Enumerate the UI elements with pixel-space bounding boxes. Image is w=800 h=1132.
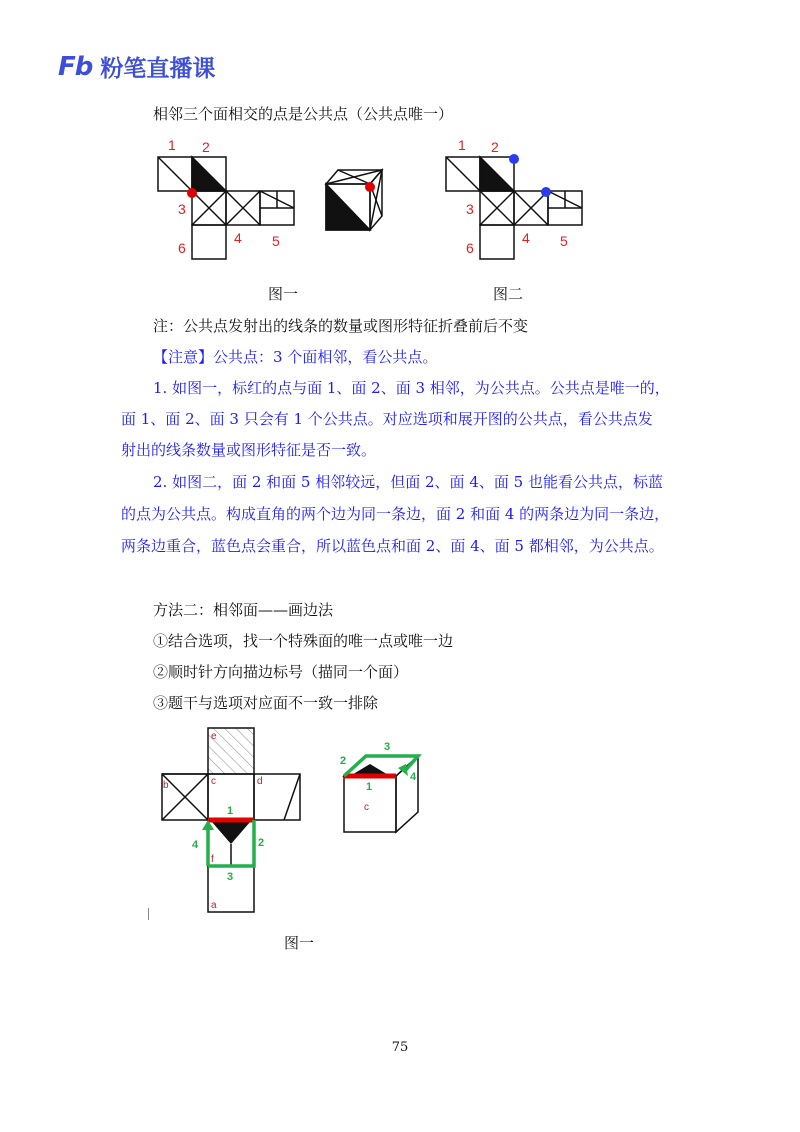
cube-common-point <box>365 182 375 192</box>
net-figure-1 <box>150 135 310 265</box>
step-2: ②顺时针方向描边标号（描同一个面） <box>153 663 409 681</box>
paragraph-1-line-2: 面 1、面 2、面 3 只会有 1 个公共点。对应选项和展开图的公共点，看公共点发 <box>121 410 653 428</box>
paragraph-2-line-1: 2. 如图二，面 2 和面 5 相邻较远，但面 2、面 4、面 5 也能看公共点，标蓝 <box>153 473 663 491</box>
net-figure-2 <box>438 135 598 265</box>
cube-face-label-c: c <box>364 802 369 813</box>
label-4: 4 <box>234 230 242 246</box>
cube-edge-3: 3 <box>384 741 391 753</box>
paragraph-2-line-3: 两条边重合，蓝色点会重合，所以蓝色点和面 2、面 4、面 5 都相邻，为公共点。 <box>121 537 664 555</box>
cube-figure-1 <box>320 160 390 240</box>
step-1: ①结合选项，找一个特殊面的唯一点或唯一边 <box>153 632 454 650</box>
cube-edge-1: 1 <box>366 781 373 793</box>
caption-figure-2: 图二 <box>493 285 524 303</box>
paragraph-2-line-2: 的点为公共点。构成直角的两个边为同一条边，面 2 和面 4 的两条边为同一条边， <box>121 505 670 523</box>
face-label-f: f <box>211 854 214 865</box>
face-label-b: b <box>163 780 169 791</box>
common-point-red <box>187 188 197 198</box>
edge-label-4: 4 <box>192 839 199 851</box>
intro-text: 相邻三个面相交的点是公共点（公共点唯一） <box>153 105 454 123</box>
cube-edge-2: 2 <box>340 755 347 767</box>
attention-text: 【注意】公共点：3 个面相邻，看公共点。 <box>153 348 438 366</box>
face-label-d: d <box>257 776 263 787</box>
label-6: 6 <box>178 240 186 256</box>
cross-net-figure <box>150 722 310 918</box>
label-3: 3 <box>178 201 186 217</box>
caption-method-figure: 图一 <box>284 934 315 952</box>
page-number: 75 <box>391 1040 409 1055</box>
face-label-e: e <box>211 731 217 742</box>
label-4: 4 <box>522 230 530 246</box>
label-3: 3 <box>466 201 474 217</box>
brand-logo <box>58 50 215 83</box>
paragraph-1-line-1: 1. 如图一，标红的点与面 1、面 2、面 3 相邻，为公共点。公共点是唯一的， <box>153 379 670 397</box>
common-point-blue-1 <box>509 154 519 164</box>
step-3: ③题干与选项对应面不一致一排除 <box>153 694 379 712</box>
label-2: 2 <box>202 139 210 155</box>
edge-label-1: 1 <box>227 805 234 817</box>
note-text: 注：公共点发射出的线条的数量或图形特征折叠前后不变 <box>153 317 529 335</box>
margin-mark <box>148 908 149 920</box>
common-point-blue-2 <box>541 187 551 197</box>
label-1: 1 <box>458 137 466 153</box>
label-1: 1 <box>168 137 176 153</box>
face-label-c: c <box>211 776 216 787</box>
label-5: 5 <box>272 233 280 249</box>
logo-text: 粉笔直播课 <box>100 56 216 82</box>
logo-mark: Fb <box>58 51 93 82</box>
label-2: 2 <box>491 139 499 155</box>
method-2-title: 方法二：相邻面——画边法 <box>153 601 334 619</box>
caption-figure-1: 图一 <box>268 285 299 303</box>
edge-label-2: 2 <box>258 837 265 849</box>
face-label-a: a <box>211 900 217 911</box>
cube-figure-2 <box>336 736 426 836</box>
edge-label-3: 3 <box>227 871 234 883</box>
paragraph-1-line-3: 射出的线条数量或图形特征是否一致。 <box>121 441 377 459</box>
label-5: 5 <box>560 233 568 249</box>
label-6: 6 <box>466 240 474 256</box>
cube-edge-4: 4 <box>410 771 417 783</box>
